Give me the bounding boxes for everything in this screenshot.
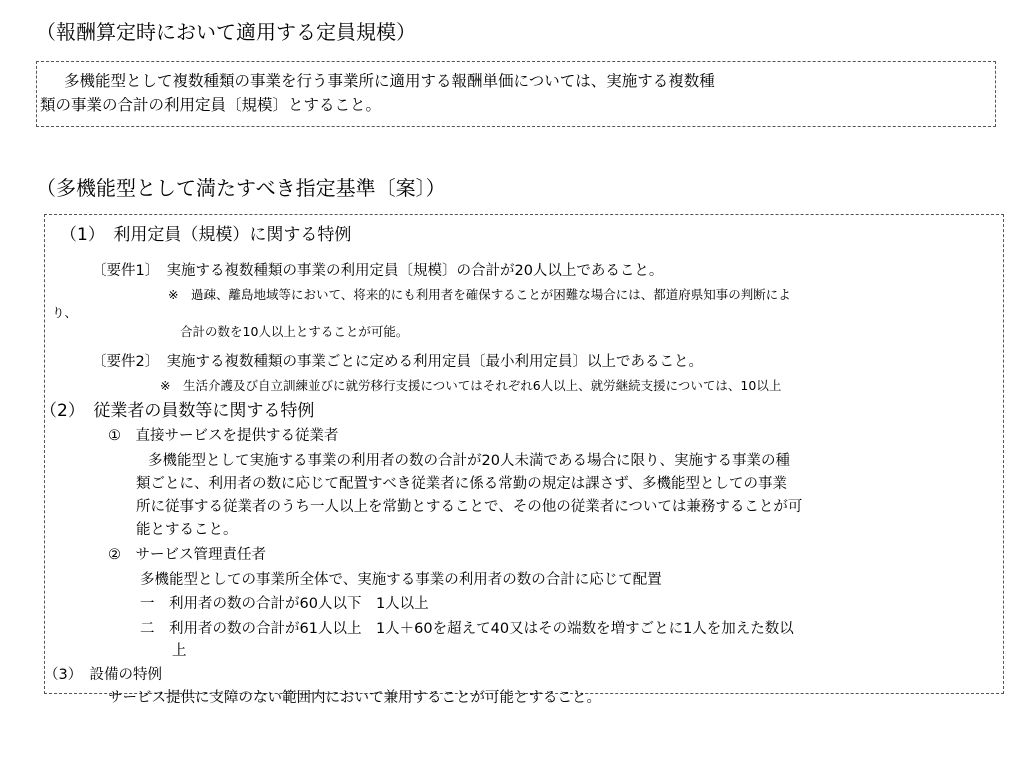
section2-heading: （多機能型として満たすべき指定基準〔案〕） — [36, 176, 446, 200]
item2-sub2-line1: 多機能型としての事業所全体で、実施する事業の利用者の数の合計に応じて配置 — [140, 572, 662, 588]
item1-requirement1: 〔要件1〕 実施する複数種類の事業の利用定員〔規模〕の合計が20人以上であること。 — [92, 263, 664, 279]
section1-heading: （報酬算定時において適用する定員規模） — [36, 20, 416, 44]
item1-note1-line1: ※ 過疎、離島地域等において、将来的にも利用者を確保することが困難な場合には、都道府県知事の判断によ — [168, 287, 791, 302]
section1-box-line1: 多機能型として複数種類の事業を行う事業所に適用する報酬単価については、実施する複数種 — [64, 72, 715, 90]
item2-sub2-line2: 一 利用者の数の合計が60人以下 1人以上 — [140, 596, 429, 612]
item2-sub1-line1: 多機能型として実施する事業の利用者の数の合計が20人未満である場合に限り、実施する事業の種 — [148, 453, 790, 469]
section1-box-line2: 類の事業の合計の利用定員〔規模〕とすること。 — [40, 96, 382, 114]
item3-line1: サービス提供に支障のない範囲内において兼用することが可能とすること。 — [108, 690, 601, 706]
item2-sub2-line4: 上 — [172, 643, 187, 659]
item1-note1-line3: 合計の数を10人以上とすることが可能。 — [180, 324, 409, 339]
item1-note1-line2: り、 — [52, 305, 78, 320]
item2-sub1-line2: 類ごとに、利用者の数に応じて配置すべき従業者に係る常勤の規定は課さず、多機能型としての事業 — [136, 476, 788, 492]
item2-sub2-line3: 二 利用者の数の合計が61人以上 1人＋60を超えて40又はその端数を増すごとに1人を加えた数以 — [140, 621, 794, 637]
item1-note2: ※ 生活介護及び自立訓練並びに就労移行支援についてはそれぞれ6人以上、就労継続支援については、10以上 — [160, 378, 782, 393]
item1-title: （1） 利用定員（規模）に関する特例 — [60, 225, 352, 245]
item1-requirement2: 〔要件2〕 実施する複数種類の事業ごとに定める利用定員〔最小利用定員〕以上であること。 — [92, 354, 703, 370]
item2-sub1-title: ① 直接サービスを提供する従業者 — [108, 428, 339, 444]
item2-sub1-line4: 能とすること。 — [136, 522, 238, 538]
item3-title: （3） 設備の特例 — [44, 667, 162, 683]
item2-sub2-title: ② サービス管理責任者 — [108, 547, 266, 563]
item2-sub1-line3: 所に従事する従業者のうち一人以上を常勤とすることで、その他の従業者については兼務することが可 — [136, 499, 803, 515]
item2-title: （2） 従業者の員数等に関する特例 — [40, 401, 315, 421]
